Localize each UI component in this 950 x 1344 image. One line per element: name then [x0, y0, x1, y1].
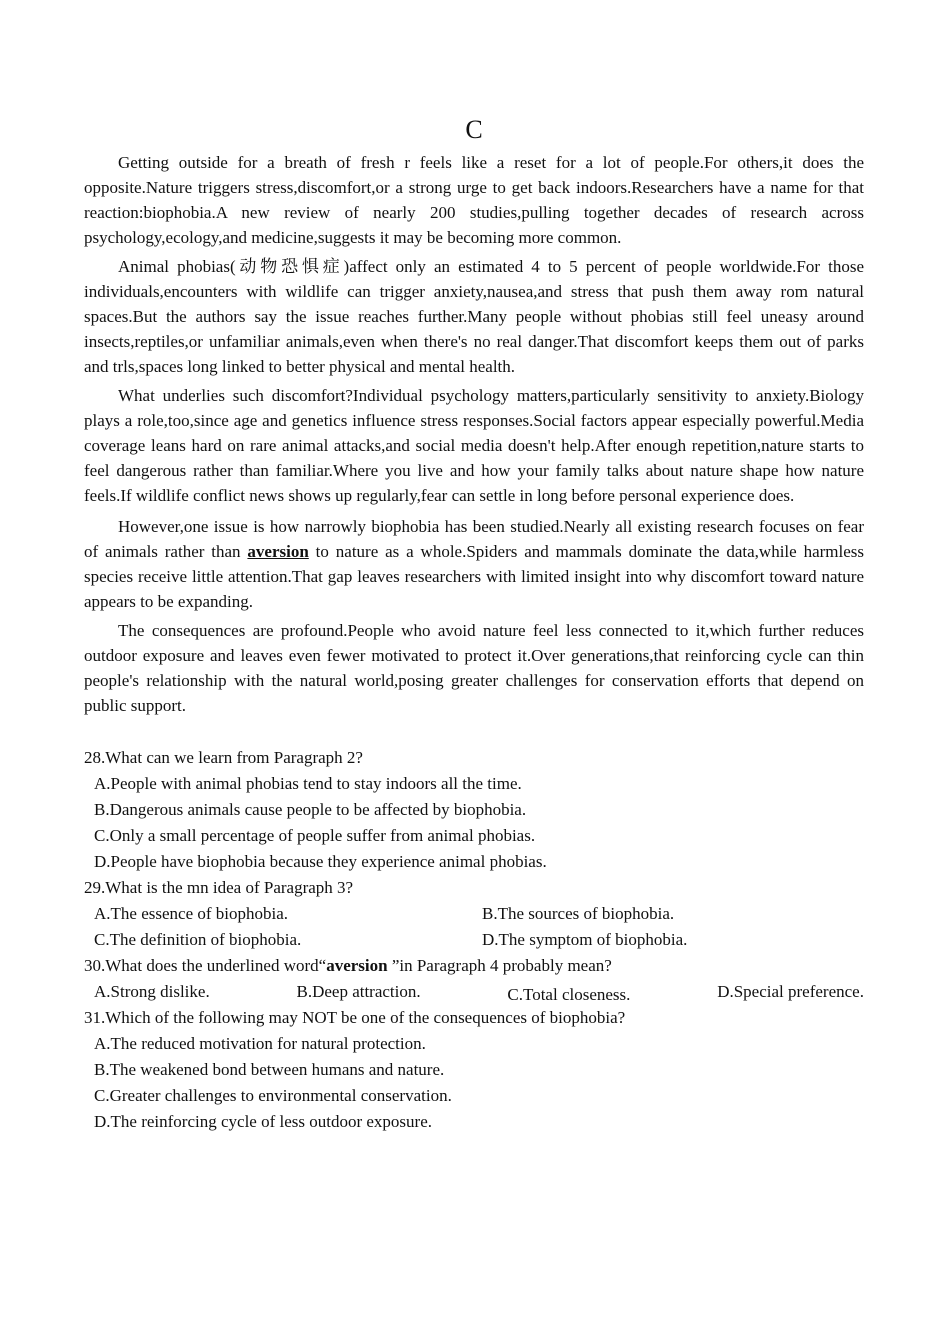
question-29-option-d: D.The symptom of biophobia. [482, 930, 688, 949]
underlined-word: aversion [247, 542, 309, 561]
question-31-option-d: D.The reinforcing cycle of less outdoor exposure. [94, 1112, 432, 1131]
question-31-option-b: B.The weakened bond between humans and nature. [94, 1060, 445, 1079]
question-29-option-b: B.The sources of biophobia. [482, 904, 675, 923]
paragraph-3: What underlies such discomfort?Individual psychology matters,particularly sensitivity to anxiety.Biology plays a role,too,since age and genetics influence stress responses.Social factors appear especially powerful.Media coverage leans hard on rare animal attacks,and social media doesn't help.After enough repetition,nature starts to feel dangerous rather than familiar.Where you live and how your family talks about nature shape how nature feels.If wildlife conflict news shows up regularly,fear can settle in long before personal experience does. [84, 386, 864, 505]
paragraph-1: Getting outside for a breath of fresh r feels like a reset for a lot of people.For others,it does the opposite.Nature triggers stress,discomfort,or a strong urge to get back indoors.Researchers have a name for that reaction:biophobia.A new review of nearly 200 studies,pulling together decades of research across psychology,ecology,and medicine,suggests it may be becoming more common. [84, 153, 864, 247]
question-30-option-d: D.Special preference. [717, 982, 864, 1001]
question-30-stem-word: aversion [326, 956, 388, 975]
question-28-option-b: B.Dangerous animals cause people to be affected by biophobia. [94, 800, 527, 819]
question-31-stem: 31.Which of the following may NOT be one of the consequences of biophobia? [84, 1008, 626, 1027]
question-31-option-c: C.Greater challenges to environmental conservation. [94, 1086, 452, 1105]
question-28-option-a: A.People with animal phobias tend to stay indoors all the time. [94, 774, 522, 793]
question-30-option-a: A.Strong dislike. [94, 982, 210, 1001]
document-page [84, 110, 864, 1135]
question-30-stem [84, 953, 864, 979]
question-29-option-a: A.The essence of biophobia. [94, 904, 289, 923]
question-29-stem: 29.What is the mn idea of Paragraph 3? [84, 878, 354, 897]
paragraph-5: The consequences are profound.People who avoid nature feel less connected to it,which further reduces outdoor exposure and leaves even fewer motivated to protect it.Over generations,that reinforcing cycle can thin people's relationship with the natural world,posing greater challenges for conservation efforts that depend on public support. [84, 621, 864, 715]
question-29-options [94, 901, 864, 953]
paragraph-4 [84, 514, 864, 614]
question-28-option-d: D.People have biophobia because they experience animal phobias. [94, 852, 547, 871]
question-29-option-c: C.The definition of biophobia. [94, 930, 302, 949]
question-30-option-b: B.Deep attraction. [296, 982, 421, 1001]
paragraph-4-text-after: to nature as a whole.Spiders and mammals dominate the data,while harmless species receive little attention.That gap leaves researchers with limited insight into why discomfort toward nature appears to be expanding. [84, 542, 864, 611]
question-30-stem-before: 30.What does the underlined word“ [84, 956, 327, 975]
question-30-option-c: C.Total closeness. [507, 985, 631, 1004]
question-30-options [94, 979, 864, 1005]
questions-section [84, 745, 864, 1135]
question-30-stem-after: ”in Paragraph 4 probably mean? [387, 956, 612, 975]
question-28-option-c: C.Only a small percentage of people suffer from animal phobias. [94, 826, 536, 845]
question-31-option-a: A.The reduced motivation for natural protection. [94, 1034, 426, 1053]
question-28-stem: 28.What can we learn from Paragraph 2? [84, 748, 363, 767]
paragraph-4-text-before: However,one issue is how narrowly biophobia has been studied.Nearly all existing research focuses on fear of animals rather than [84, 517, 864, 561]
passage-heading: C [465, 115, 483, 144]
paragraph-2: Animal phobias(动物恐惧症)affect only an estimated 4 to 5 percent of people worldwide.For those individuals,encounters with wildlife can trigger anxiety,nausea,and stress that push them away rom natural spaces.But the authors say the issue reaches further.Many people without phobias still feel uneasy around insects,reptiles,or unfamiliar animals,even when there's no real danger.That discomfort keeps them out of parks and trls,spaces long linked to better physical and mental health. [84, 257, 864, 376]
